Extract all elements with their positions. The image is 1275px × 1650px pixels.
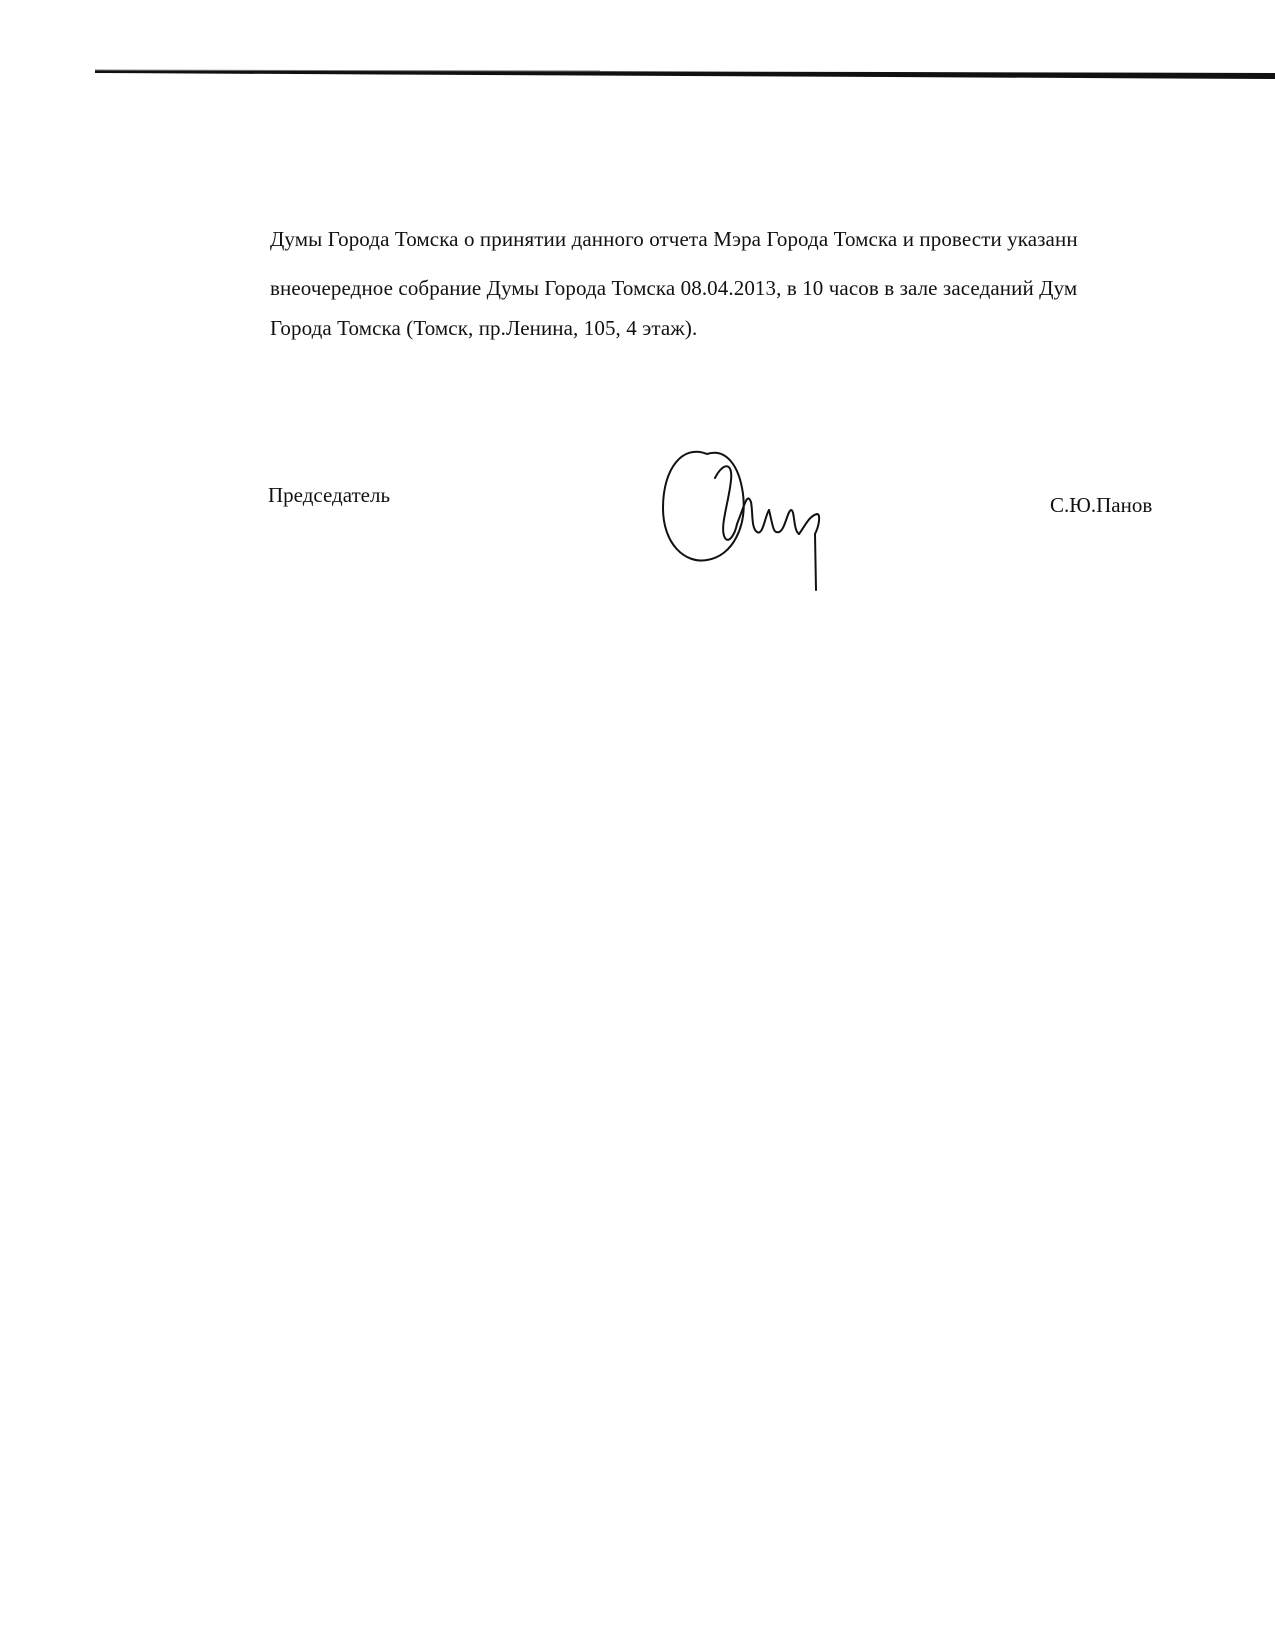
signatory-role: Председатель [268,483,391,507]
body-text-line-2: внеочередное собрание Думы Города Томска 08.04.2013, в 10 часов в зале заседаний Дум [270,276,1078,300]
body-text-line-1: Думы Города Томска о принятии данного отчета Мэра Города Томска и провести указанн [270,227,1078,251]
signature-image [655,440,835,600]
body-text-line-3: Города Томска (Томск, пр.Ленина, 105, 4 этаж). [270,316,698,340]
signatory-name: С.Ю.Панов [1050,493,1153,517]
